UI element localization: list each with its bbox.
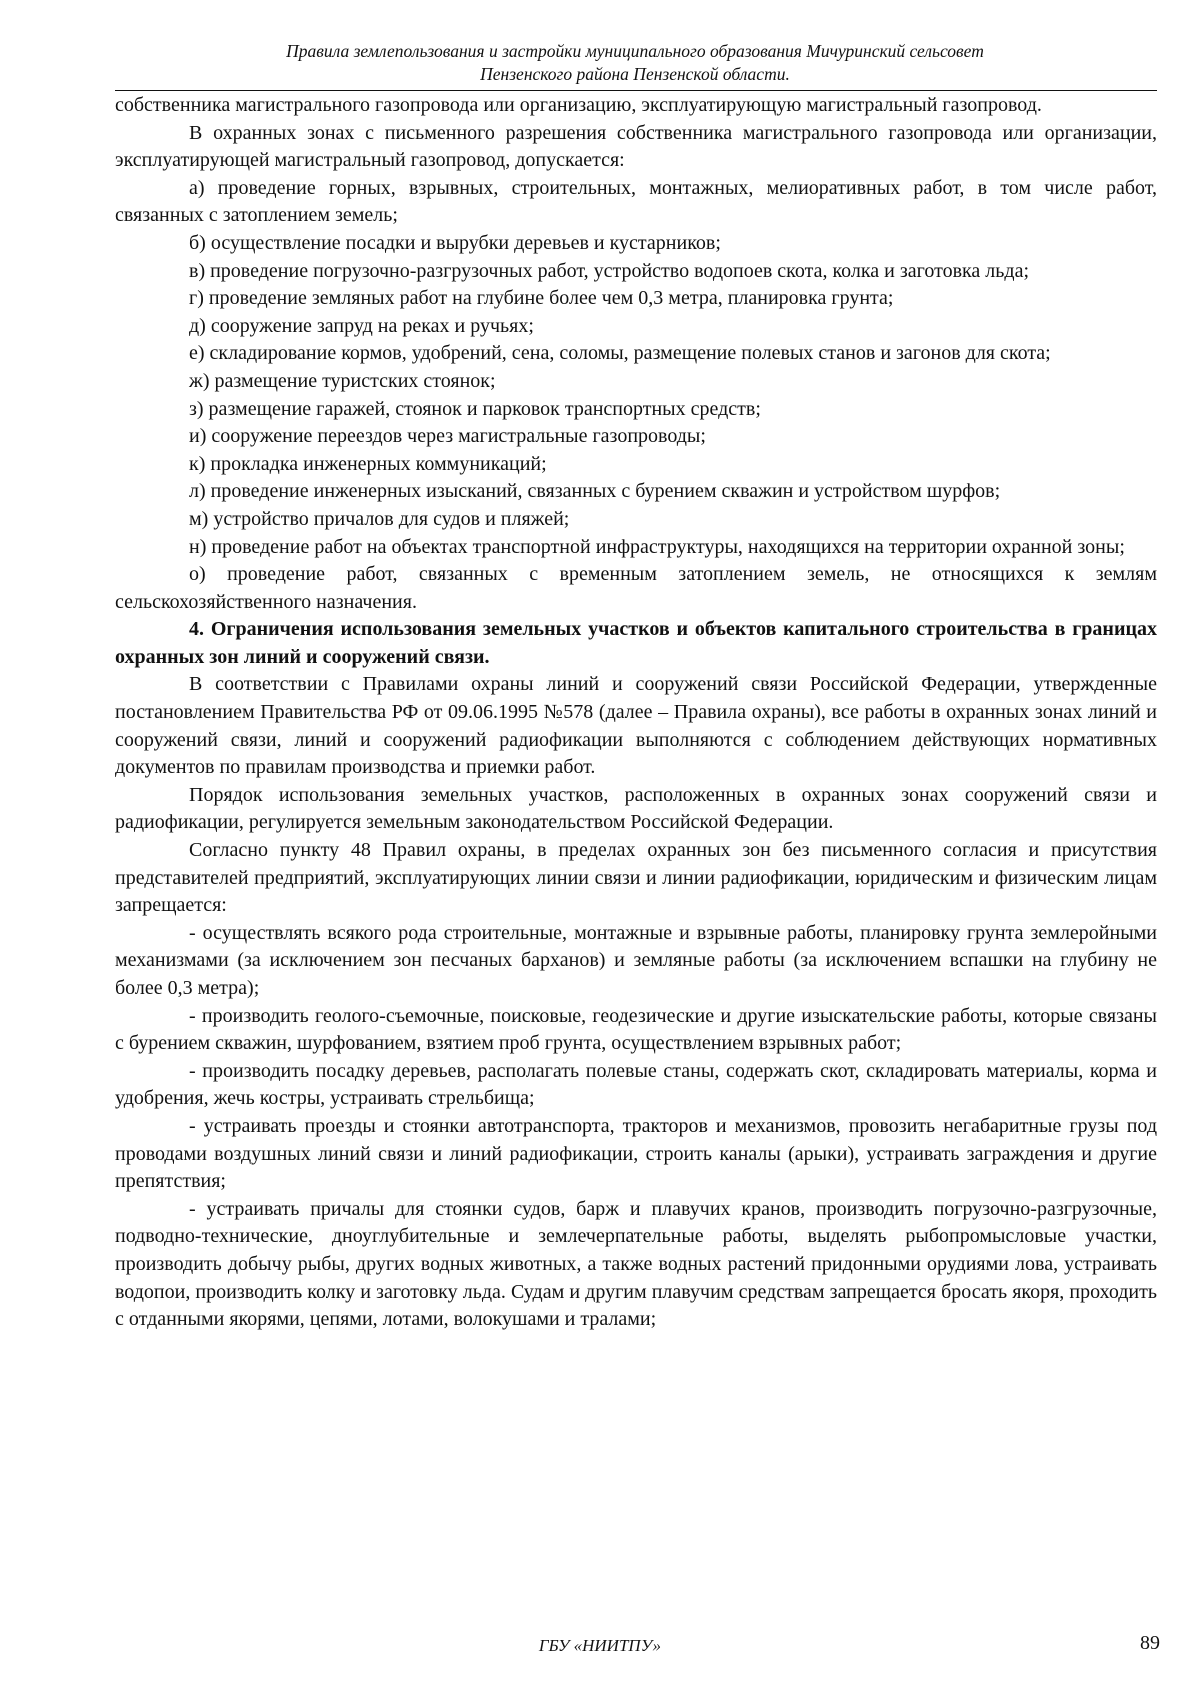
list-item: е) складирование кормов, удобрений, сена, соломы, размещение полевых станов и загонов для скота;	[189, 342, 1051, 365]
list-item: з) размещение гаражей, стоянок и парковок транспортных средств;	[189, 397, 761, 420]
header-divider	[115, 90, 1157, 91]
section-heading: 4. Ограничения использования земельных участков и объектов капитального строительства в границах охранных зон линий и сооружений связи.	[115, 618, 1157, 668]
list-item: ж) размещение туристских стоянок;	[189, 369, 496, 392]
document-body	[115, 92, 1157, 1334]
list-item: - устраивать проезды и стоянки автотранспорта, тракторов и механизмов, провозить негабаритные грузы под проводами воздушных линий связи и линий радиофикации, строить каналы (арыки), устраивать заграждения и другие препятствия;	[115, 1114, 1157, 1193]
list-item: г) проведение земляных работ на глубине более чем 0,3 метра, планировка грунта;	[189, 287, 894, 310]
paragraph: Согласно пункту 48 Правил охраны, в пределах охранных зон без письменного согласия и присутствия представителей предприятий, эксплуатирующих линии связи и линии радиофикации, юридическим и физическим лицам запрещается:	[115, 839, 1157, 917]
list-item: о) проведение работ, связанных с временным затоплением земель, не относящихся к землям сельскохозяйственного назначения.	[115, 563, 1157, 613]
paragraph: Порядок использования земельных участков, расположенных в охранных зонах сооружений связи и радиофикации, регулируется земельным законодательством Российской Федерации.	[115, 783, 1157, 834]
footer-organization: ГБУ «НИИТПУ»	[538, 1636, 662, 1655]
header-line-1: Правила землепользования и застройки муниципального образования Мичуринский сельсовет	[286, 41, 984, 61]
page-footer	[0, 1632, 1200, 1662]
list-item: - производить посадку деревьев, располагать полевые станы, содержать скот, складировать материалы, корма и удобрения, жечь костры, устраивать стрельбища;	[115, 1059, 1157, 1110]
header-line-2: Пензенского района Пензенской области.	[480, 64, 790, 84]
list-item: в) проведение погрузочно-разгрузочных работ, устройство водопоев скота, колка и заготовка льда;	[189, 259, 1030, 282]
paragraph: В соответствии с Правилами охраны линий и сооружений связи Российской Федерации, утвержденные постановлением Правительства РФ от 09.06.1995 №578 (далее – Правила охраны), все работы в охранных зонах линий и сооружений связи, линий и сооружений радиофикации выполняются с соблюдением действующих нормативных документов по правилам производства и приемки работ.	[115, 673, 1157, 779]
page-number: 89	[1140, 1632, 1160, 1654]
paragraph: В охранных зонах с письменного разрешения собственника магистрального газопровода или организации, эксплуатирующей магистральный газопровод, допускается:	[115, 121, 1157, 172]
list-item: д) сооружение запруд на реках и ручьях;	[189, 314, 534, 337]
list-item: а) проведение горных, взрывных, строительных, монтажных, мелиоративных работ, в том числе работ, связанных с затоплением земель;	[115, 176, 1157, 227]
list-item: - устраивать причалы для стоянки судов, барж и плавучих кранов, производить погрузочно-разгрузочные, подводно-технические, дноуглубительные и землечерпательные работы, выделять рыбопромысловые участки, производить добычу рыбы, других водных животных, а также водных растений придонными орудиями лова, устраивать водопои, производить колку и заготовку льда. Судам и другим плавучим средствам запрещается бросать якоря, проходить с отданными якорями, цепями, лотами, волокушами и тралами;	[115, 1197, 1157, 1331]
list-item: м) устройство причалов для судов и пляжей;	[189, 507, 570, 530]
list-item: и) сооружение переездов через магистральные газопроводы;	[189, 425, 706, 448]
paragraph: собственника магистрального газопровода или организацию, эксплуатирующую магистральный газопровод.	[115, 94, 1042, 116]
list-item: л) проведение инженерных изысканий, связанных с бурением скважин и устройством шурфов;	[189, 480, 1001, 503]
list-item: - производить геолого-съемочные, поисковые, геодезические и другие изыскательские работы, которые связаны с бурением скважин, шурфованием, взятием проб грунта, осуществлением взрывных работ;	[115, 1004, 1157, 1055]
list-item: - осуществлять всякого рода строительные, монтажные и взрывные работы, планировку грунта землеройными механизмами (за исключением зон песчаных барханов) и земляные работы (за исключением вспашки на глубину не более 0,3 метра);	[115, 921, 1157, 999]
list-item: б) осуществление посадки и вырубки деревьев и кустарников;	[189, 231, 721, 254]
list-item: к) прокладка инженерных коммуникаций;	[189, 452, 547, 475]
list-item: н) проведение работ на объектах транспортной инфраструктуры, находящихся на территории охранной зоны;	[189, 535, 1125, 558]
running-header	[115, 40, 1155, 86]
